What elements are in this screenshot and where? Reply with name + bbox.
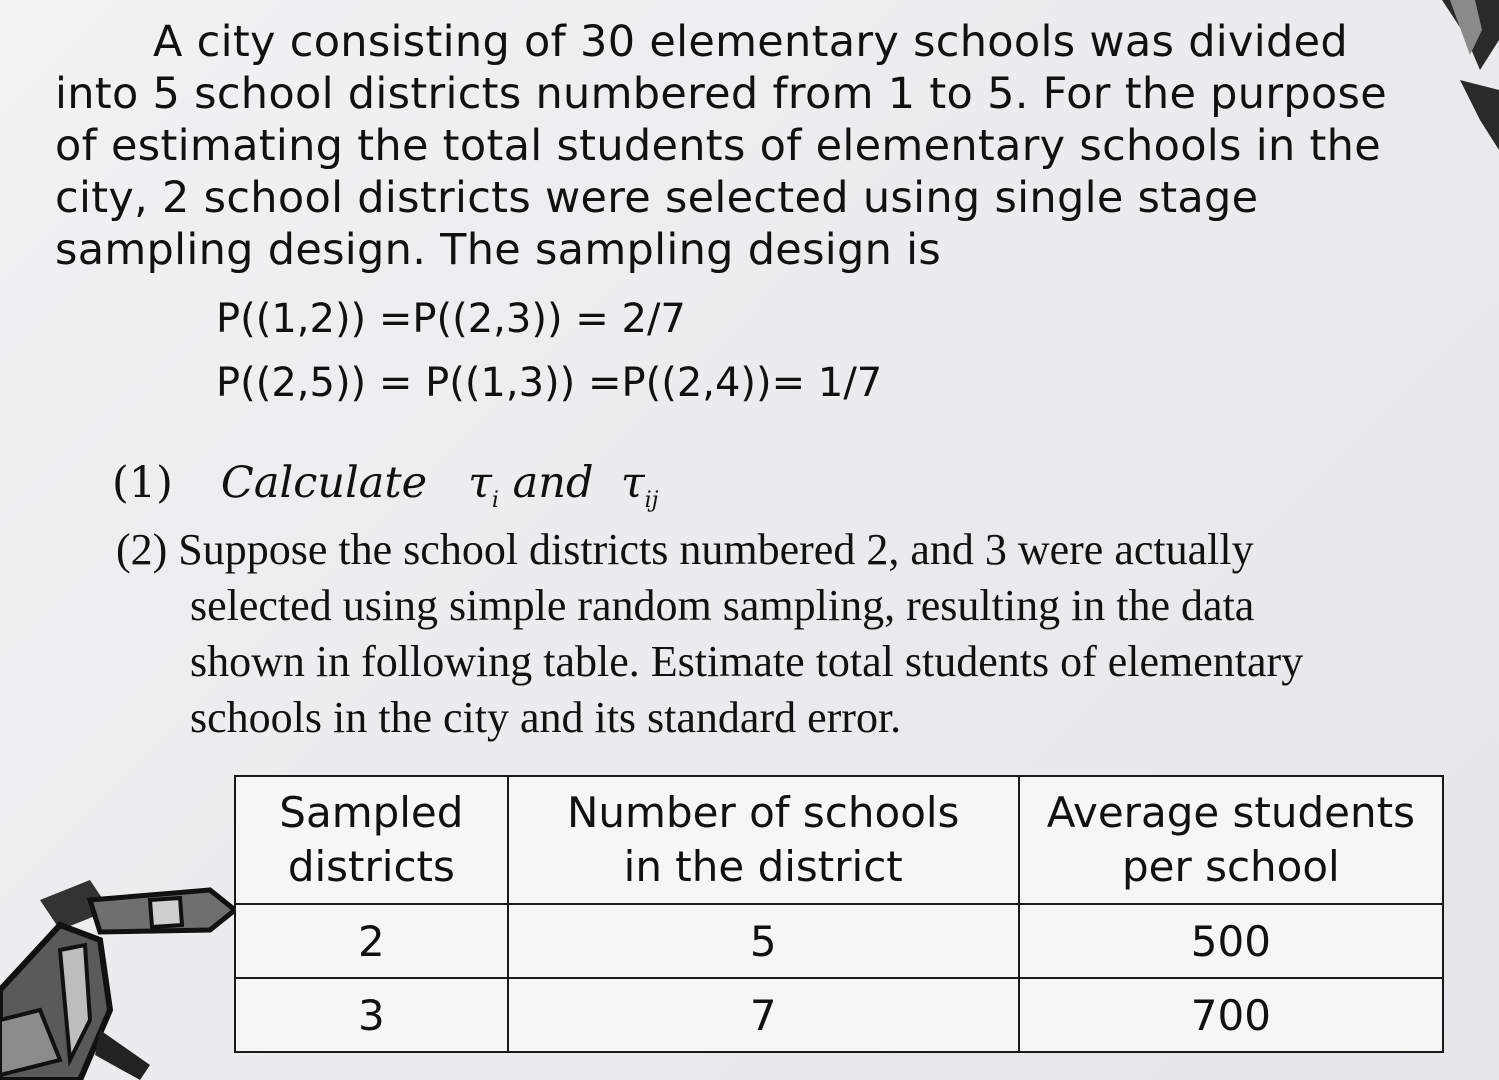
subscript-ij: ij — [644, 488, 659, 513]
question-1 — [112, 458, 659, 513]
table-header-row — [235, 776, 1443, 904]
intro-line: city, 2 school districts were selected using single stage — [55, 173, 1259, 223]
question-2-line: shown in following table. Estimate total students of elementary — [190, 637, 1304, 686]
header-line: Sampled — [279, 788, 464, 837]
design-probability-line-2: P((2,5)) = P((1,3)) =P((2,4))= 1/7 — [216, 360, 883, 406]
header-average-students — [1019, 776, 1443, 904]
header-number-of-schools — [508, 776, 1019, 904]
table-row — [235, 904, 1443, 978]
tau-symbol: τ — [620, 458, 645, 508]
intro-line: sampling design. The sampling design is — [55, 225, 942, 275]
intro-line: A city consisting of 30 elementary schools was divided — [153, 17, 1348, 67]
header-line: per school — [1121, 842, 1340, 891]
problem-intro — [55, 16, 1475, 276]
header-sampled-districts — [235, 776, 508, 904]
question-2 — [116, 522, 1446, 746]
header-line: Number of schools — [567, 788, 960, 837]
header-line: in the district — [623, 842, 903, 891]
tau-symbol: τ — [468, 458, 492, 508]
table-cell: 700 — [1019, 978, 1443, 1052]
table-row — [235, 978, 1443, 1052]
question-2-line: schools in the city and its standard error. — [190, 693, 902, 742]
intro-line: into 5 school districts numbered from 1 to 5. For the purpose — [55, 69, 1387, 119]
table-cell: 5 — [508, 904, 1019, 978]
table-cell: 500 — [1019, 904, 1443, 978]
question-1-label: (1) — [112, 458, 173, 508]
header-line: districts — [287, 842, 455, 891]
design-probability-line-1: P((1,2)) =P((2,3)) = 2/7 — [216, 296, 686, 342]
pencils-clipart-graphic — [0, 870, 240, 1080]
sample-data-table — [234, 775, 1444, 1053]
header-line: Average students — [1046, 788, 1415, 837]
question-2-line: selected using simple random sampling, resulting in the data — [190, 581, 1255, 630]
question-1-verb: Calculate — [220, 458, 428, 508]
table-cell: 3 — [235, 978, 508, 1052]
intro-line: of estimating the total students of elementary schools in the — [55, 121, 1381, 171]
table-cell: 2 — [235, 904, 508, 978]
subscript-i: i — [491, 488, 499, 513]
question-1-conjunction: and — [512, 458, 594, 508]
table-cell: 7 — [508, 978, 1019, 1052]
question-2-line: (2) Suppose the school districts numbered 2, and 3 were actually — [116, 525, 1254, 574]
